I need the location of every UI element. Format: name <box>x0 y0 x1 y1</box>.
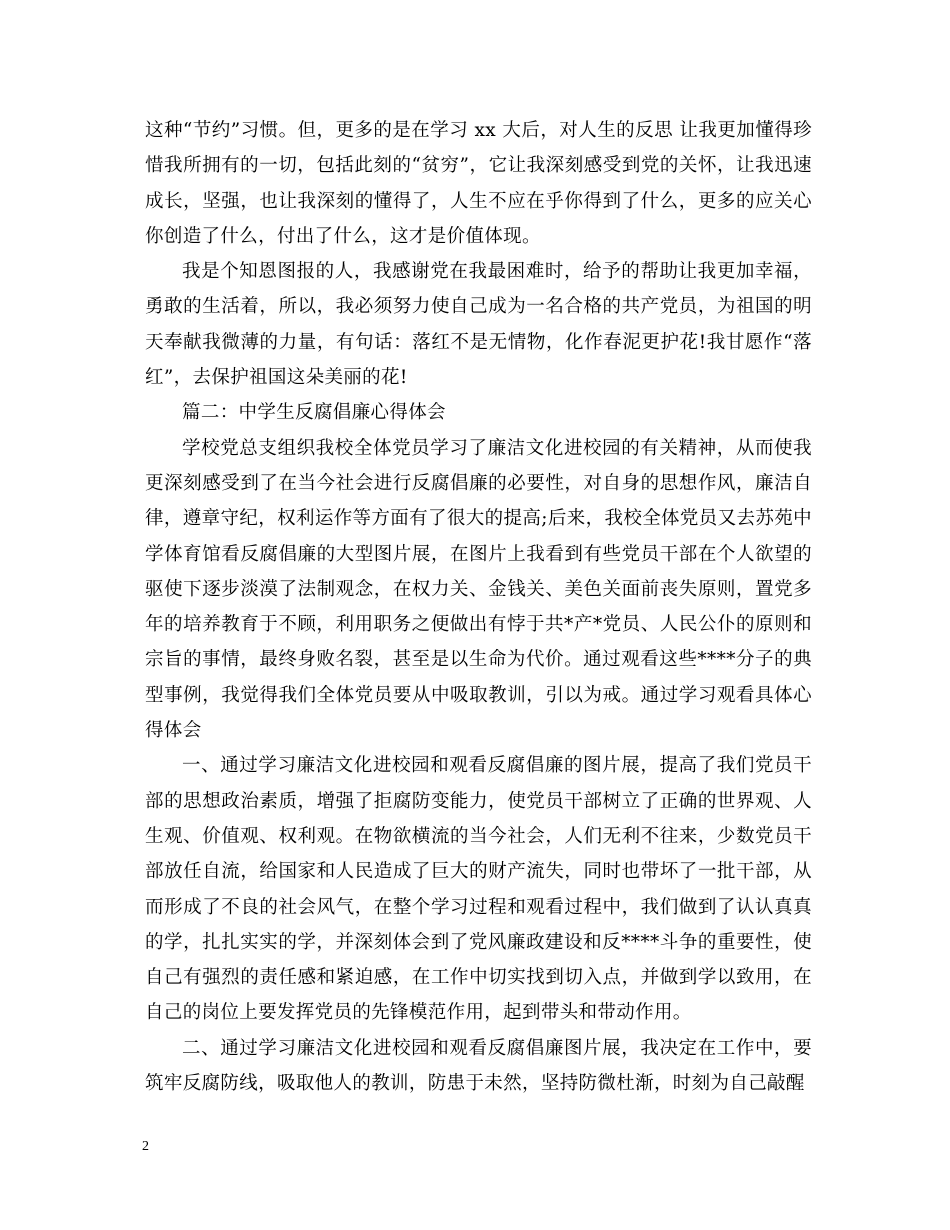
section-heading: 篇二：中学生反腐倡廉心得体会 <box>182 402 446 424</box>
paragraph-3: 学校党总支组织我校全体党员学习了廉洁文化进校园的有关精神，从而使我更深刻感受到了在当今社会进行反腐倡廉的必要性，对自身的思想作风，廉洁自律，遵章守纪，权利运作等方面有了很大的提高;后来，我校全体党员又去苏苑中学体育馆看反腐倡廉的大型图片展，在图片上我看到有些党员干部在个人欲望的驱使下逐步淡漠了法制观念，在权力关、金钱关、美色关面前丧失原则，置党多年的培养教育于不顾，利用职务之便做出有悖于共*产*党员、人民公仆的原则和宗旨的事情，最终身败名裂，甚至是以生命为代价。通过观看这些****分子的典型事例，我觉得我们全体党员要从中吸取教训，引以为戒。通过学习观看具体心得体会 <box>145 437 812 742</box>
paragraph-1: 这种“节约”习惯。但，更多的是在学习 xx 大后，对人生的反思 让我更加懂得珍惜我所拥有的一切，包括此刻的“贫穷”，它让我深刻感受到党的关怀，让我迅速成长，坚强，也让我深刻的懂得了，人生不应在乎你得到了什么，更多的应关心你创造了什么，付出了什么，这才是价值体现。 <box>145 120 812 247</box>
paragraph-2: 我是个知恩图报的人，我感谢党在我最困难时，给予的帮助让我更加幸福，勇敢的生活着，所以，我必须努力使自己成为一名合格的共产党员，为祖国的明天奉献我微薄的力量，有句话：落红不是无情物，化作春泥更护花!我甘愿作“落红”，去保护祖国这朵美丽的花! <box>145 261 812 389</box>
page-number: 2 <box>142 1139 149 1154</box>
paragraph-5: 二、通过学习廉洁文化进校园和观看反腐倡廉图片展，我决定在工作中，要筑牢反腐防线，吸取他人的教训，防患于未然，坚持防微杜渐，时刻为自己敲醒 <box>145 1037 812 1095</box>
paragraph-4: 一、通过学习廉洁文化进校园和观看反腐倡廉的图片展，提高了我们党员干部的思想政治素质，增强了拒腐防变能力，使党员干部树立了正确的世界观、人生观、价值观、权利观。在物欲横流的当今社会，人们无利不往来，少数党员干部放任自流，给国家和人民造成了巨大的财产流失，同时也带坏了一批干部，从而形成了不良的社会风气，在整个学习过程和观看过程中，我们做到了认认真真的学，扎扎实实的学，并深刻体会到了党风廉政建设和反****斗争的重要性，使自己有强烈的责任感和紧迫感，在工作中切实找到切入点，并做到学以致用，在自己的岗位上要发挥党员的先锋模范作用，起到带头和带动作用。 <box>145 755 812 1024</box>
document-body <box>145 113 812 1101</box>
